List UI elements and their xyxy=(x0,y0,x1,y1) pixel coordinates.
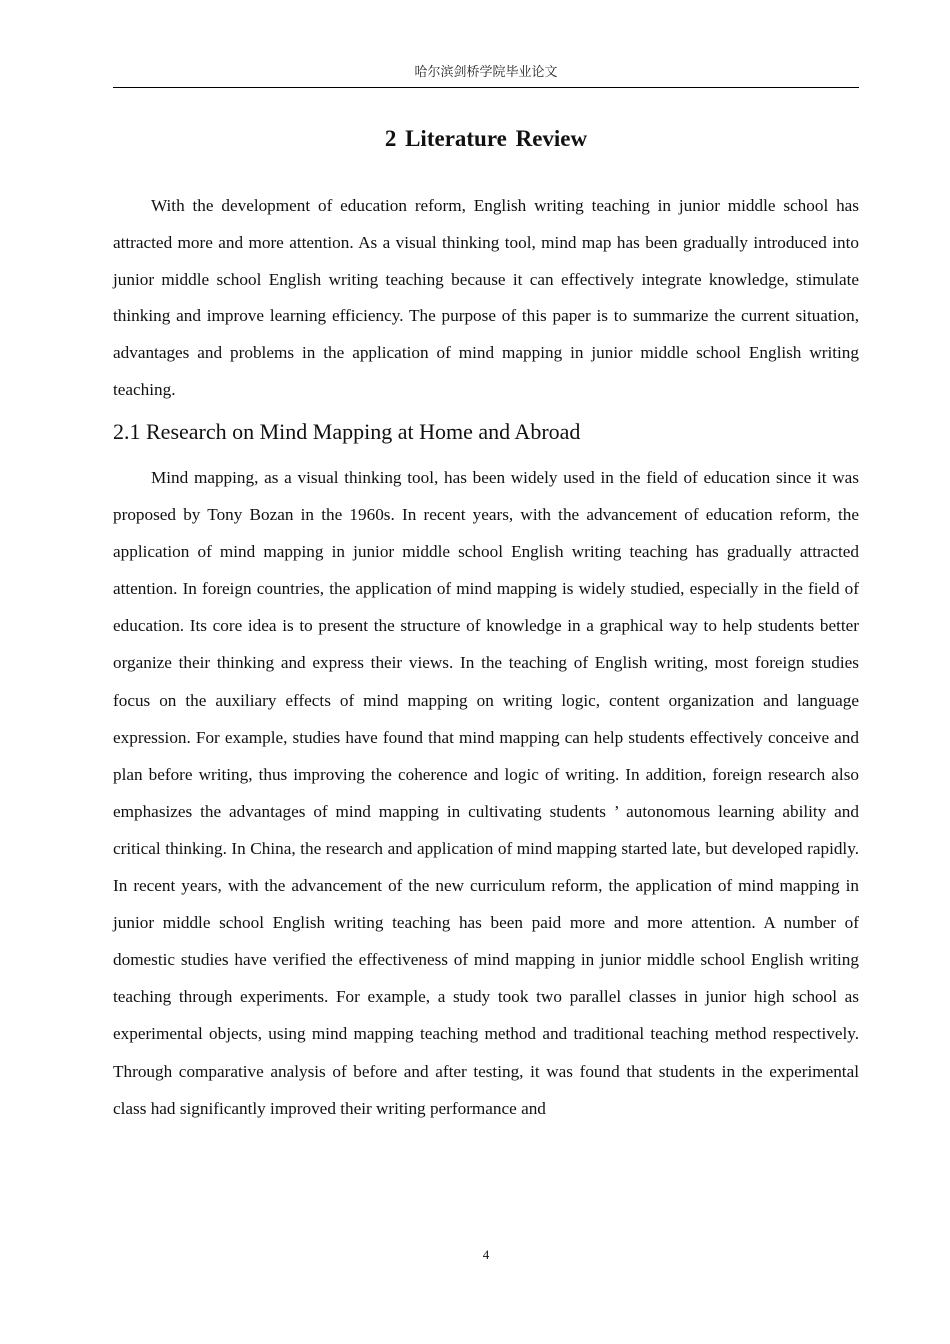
chapter-title: 2 Literature Review xyxy=(384,126,588,151)
running-header: 哈尔滨剑桥学院毕业论文 xyxy=(414,65,558,80)
header-divider xyxy=(113,87,859,88)
section-paragraph: Mind mapping, as a visual thinking tool, has been widely used in the field of education since it was proposed by Tony Bozan in the 1960s. In recent years, with the advancement of education reform, the application of mind mapping in junior middle school English writing teaching has gradually attracted attention. In foreign countries, the application of mind mapping is widely studied, especially in the field of education. Its core idea is to present the structure of knowledge in a graphical way to help students better organize their thinking and express their views. In the teaching of English writing, most foreign studies focus on the auxiliary effects of mind mapping on writing logic, content organization and language expression. For example, studies have found that mind mapping can help students effectively conceive and plan before writing, thus improving the coherence and logic of writing. In addition, foreign research also emphasizes the advantages of mind mapping in cultivating students ’ autonomous learning ability and critical thinking. In China, the research and application of mind mapping started late, but developed rapidly. In recent years, with the advancement of the new curriculum reform, the application of mind mapping in junior middle school English writing teaching has been paid more and more attention. A number of domestic studies have verified the effectiveness of mind mapping in junior middle school English writing teaching through experiments. For example, a study took two parallel classes in junior high school as experimental objects, using mind mapping teaching method and traditional teaching method respectively. Through comparative analysis of before and after testing, it was found that students in the experimental class had significantly improved their writing performance and xyxy=(113,468,859,1118)
section-heading: 2.1 Research on Mind Mapping at Home and Abroad xyxy=(113,419,581,444)
intro-paragraph: With the development of education reform, English writing teaching in junior middle school has attracted more and more attention. As a visual thinking tool, mind map has been gradually introduced into junior middle school English writing teaching because it can effectively integrate knowledge, stimulate thinking and improve learning efficiency. The purpose of this paper is to summarize the current situation, advantages and problems in the application of mind mapping in junior middle school English writing teaching. xyxy=(113,196,859,399)
page-number: 4 xyxy=(482,1247,490,1262)
